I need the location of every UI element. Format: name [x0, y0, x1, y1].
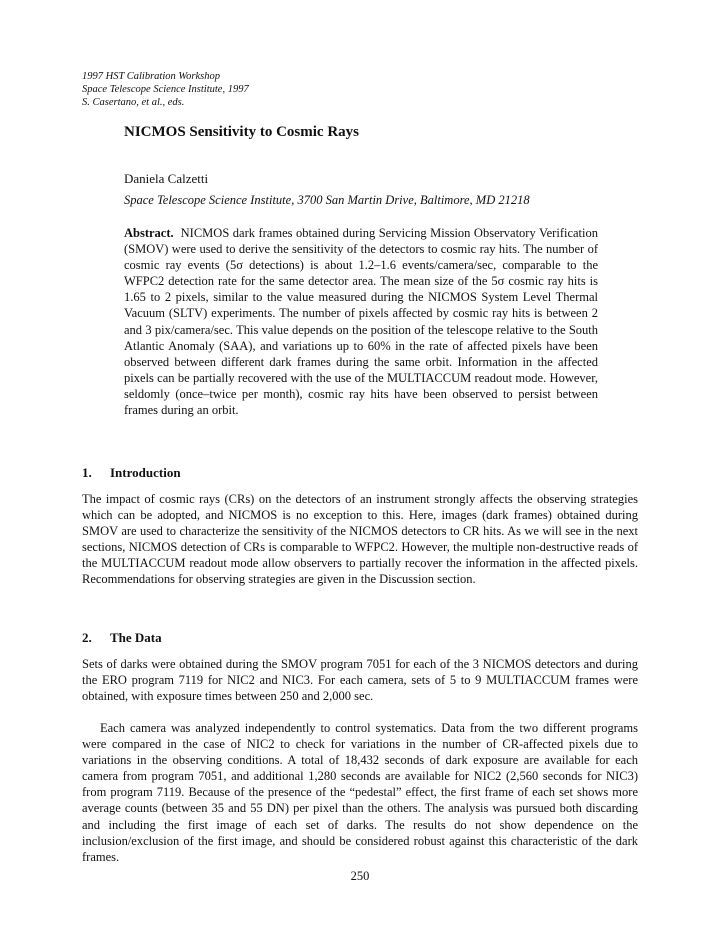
header-line-2: Space Telescope Science Institute, 1997 [82, 84, 249, 95]
header-line-1: 1997 HST Calibration Workshop [82, 71, 220, 82]
section-title: The Data [110, 630, 162, 645]
section-number: 2. [82, 630, 92, 645]
section-heading-introduction [82, 465, 181, 481]
introduction-paragraph: The impact of cosmic rays (CRs) on the detectors of an instrument strongly affects the observing strategies which can be adopted, and NICMOS is no exception to this. Here, images (dark frames) obtained during SMOV are used to characterize the sensitivity of the NICMOS detectors to CR hits. As we will see in the next sections, NICMOS detection of CRs is comparable to WFPC2. However, the multiple non-destructive reads of the MULTIACCUM readout mode allow observers to partially recover the information in the affected pixels. Recommendations for observing strategies are given in the Discussion section. [82, 492, 638, 587]
author-affiliation: Space Telescope Science Institute, 3700 San Martin Drive, Baltimore, MD 21218 [124, 193, 530, 207]
section-title: Introduction [110, 465, 181, 480]
section-number: 1. [82, 465, 92, 480]
abstract [124, 225, 598, 418]
page-number: 250 [350, 869, 370, 883]
header-line-3: S. Casertano, et al., eds. [82, 97, 185, 108]
paper-title: NICMOS Sensitivity to Cosmic Rays [124, 124, 359, 140]
author-name: Daniela Calzetti [124, 171, 209, 186]
abstract-text: NICMOS dark frames obtained during Servicing Mission Observatory Verification (SMOV) were used to derive the sensitivity of the detectors to cosmic ray hits. The number of cosmic ray events (5σ detections) is about 1.2–1.6 events/camera/sec, comparable to the WFPC2 detection rate for the same detector area. The mean size of the 5σ cosmic ray hits is 1.65 to 2 pixels, similar to the value measured during the NICMOS System Level Thermal Vacuum (SLTV) experiments. The number of pixels affected by cosmic ray hits is between 2 and 3 pix/camera/sec. This value depends on the position of the telescope relative to the South Atlantic Anomaly (SAA), and variations up to 60% in the rate of affected pixels have been observed between different dark frames during the same orbit. Information in the affected pixels can be partially recovered with the use of the MULTIACCUM readout mode. However, seldomly (once–twice per month), cosmic ray hits have been observed to persist between frames during an orbit. [124, 226, 598, 418]
conference-header [82, 70, 249, 109]
data-paragraph-2: Each camera was analyzed independently to control systematics. Data from the two different programs were compared in the case of NIC2 to check for variations in the number of CR-affected pixels due to variations in the observing conditions. A total of 18,432 seconds of dark exposure are available for each camera from program 7051, and additional 1,280 seconds are available for NIC2 (2,560 seconds for NIC3) from program 7119. Because of the presence of the “pedestal” effect, the first frame of each set shows more average counts (between 35 and 55 DN) per pixel than the others. The analysis was pursued both discarding and including the first image of each set of darks. The results do not show dependence on the inclusion/exclusion of the first image, and should be considered robust against this characteristic of the dark frames. [82, 721, 638, 864]
abstract-label: Abstract. [124, 226, 174, 240]
data-paragraph-1: Sets of darks were obtained during the SMOV program 7051 for each of the 3 NICMOS detectors and during the ERO program 7119 for NIC2 and NIC3. For each camera, sets of 5 to 9 MULTIACCUM frames were obtained, with exposure times between 250 and 2,000 sec. [82, 657, 638, 704]
section-heading-data [82, 630, 162, 646]
